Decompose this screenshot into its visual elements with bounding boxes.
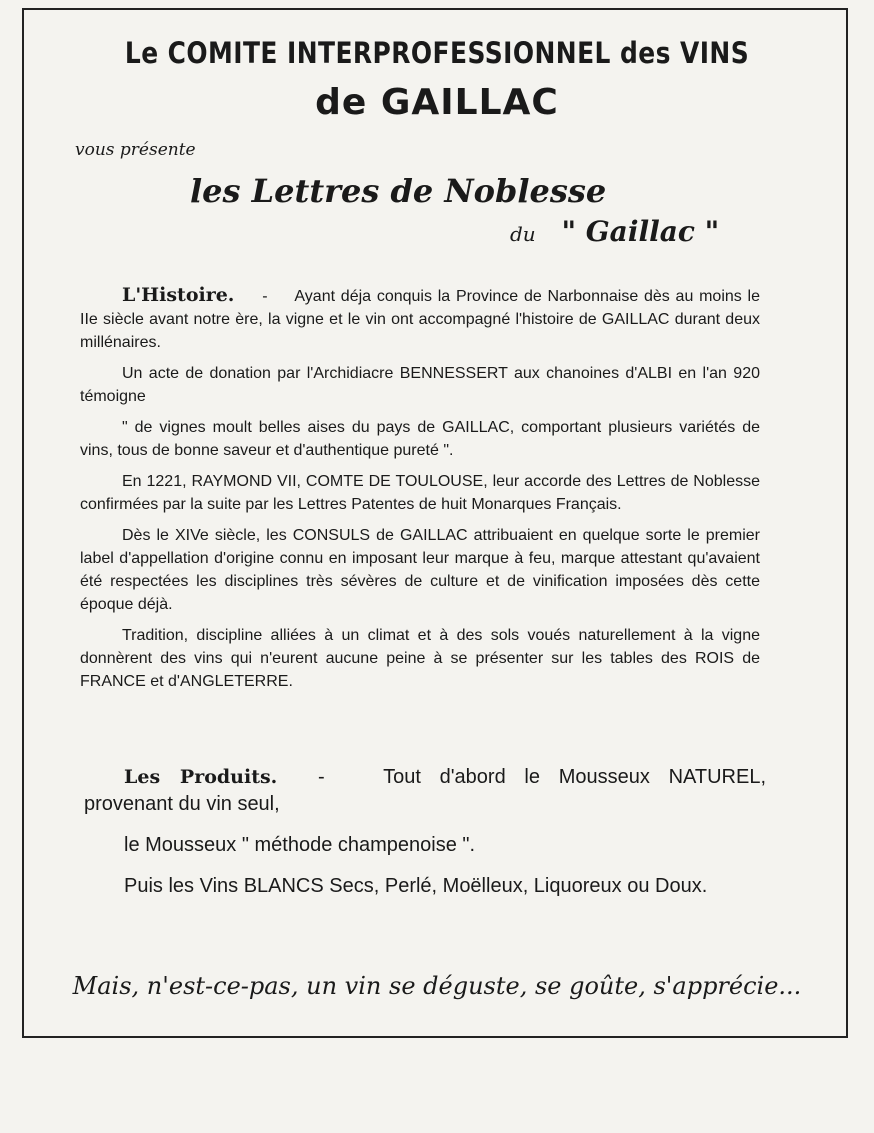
committee-title: Le COMITE INTERPROFESSIONNEL des VINS bbox=[124, 36, 750, 70]
produits-heading: Les Produits. bbox=[124, 766, 278, 788]
gaillac-subtitle bbox=[510, 215, 719, 248]
paragraph-champenoise: le Mousseux " méthode champenoise ". bbox=[124, 834, 476, 856]
histoire-section bbox=[80, 284, 760, 701]
du-text: du bbox=[510, 222, 536, 246]
produits-intro: Tout d'abord le Mousseux NATUREL, provenant du vin seul, bbox=[84, 766, 767, 815]
paragraph-consuls: Dès le XIVe siècle, les CONSULS de GAILLAC attribuaient en quelque sorte le premier label d'appellation d'origine connu en imposant leur marque à feu, marque attestant qu'avaient été respectées les disciplines très sévères de culture et de vinification imposées dès cette époque déjà. bbox=[80, 527, 760, 613]
paragraph-blancs: Puis les Vins BLANCS Secs, Perlé, Moëlleux, Liquoreux ou Doux. bbox=[124, 875, 708, 897]
paragraph-raymond: En 1221, RAYMOND VII, COMTE DE TOULOUSE, leur accorde des Lettres de Noblesse confirmées par la suite par les Lettres Patentes de huit Monarques Français. bbox=[80, 473, 760, 513]
produits-paragraph bbox=[84, 764, 766, 818]
paragraph-quote: " de vignes moult belles aises du pays de GAILLAC, comportant plusieurs variétés de vins, tous de bonne saveur et d'authentique pureté ". bbox=[80, 419, 760, 459]
paragraph-tradition: Tradition, discipline alliées à un climat et à des sols voués naturellement à la vigne donnèrent des vins qui n'eurent aucune peine à se présenter sur les tables des ROIS de FRANCE et d'ANGLETERRE. bbox=[80, 627, 760, 690]
region-title: de GAILLAC bbox=[315, 82, 559, 123]
gaillac-name: " Gaillac " bbox=[561, 215, 720, 248]
histoire-paragraph bbox=[80, 284, 760, 354]
histoire-intro: Ayant déja conquis la Province de Narbonnaise dès au moins le IIe siècle avant notre ère, la vigne et le vin ont accompagné l'histoire de GAILLAC durant deux millénaires. bbox=[80, 288, 761, 351]
histoire-heading: L'Histoire. bbox=[122, 284, 235, 306]
presente-text: vous présente bbox=[75, 140, 196, 160]
paragraph-donation: Un acte de donation par l'Archidiacre BENNESSERT aux chanoines d'ALBI en l'an 920 témoigne bbox=[80, 365, 760, 405]
produits-dash: - bbox=[318, 766, 325, 788]
lettres-title: les Lettres de Noblesse bbox=[190, 172, 607, 210]
closing-line: Mais, n'est-ce-pas, un vin se déguste, se goûte, s'apprécie... bbox=[72, 972, 802, 1000]
produits-section bbox=[84, 764, 766, 914]
histoire-dash: - bbox=[262, 288, 268, 305]
